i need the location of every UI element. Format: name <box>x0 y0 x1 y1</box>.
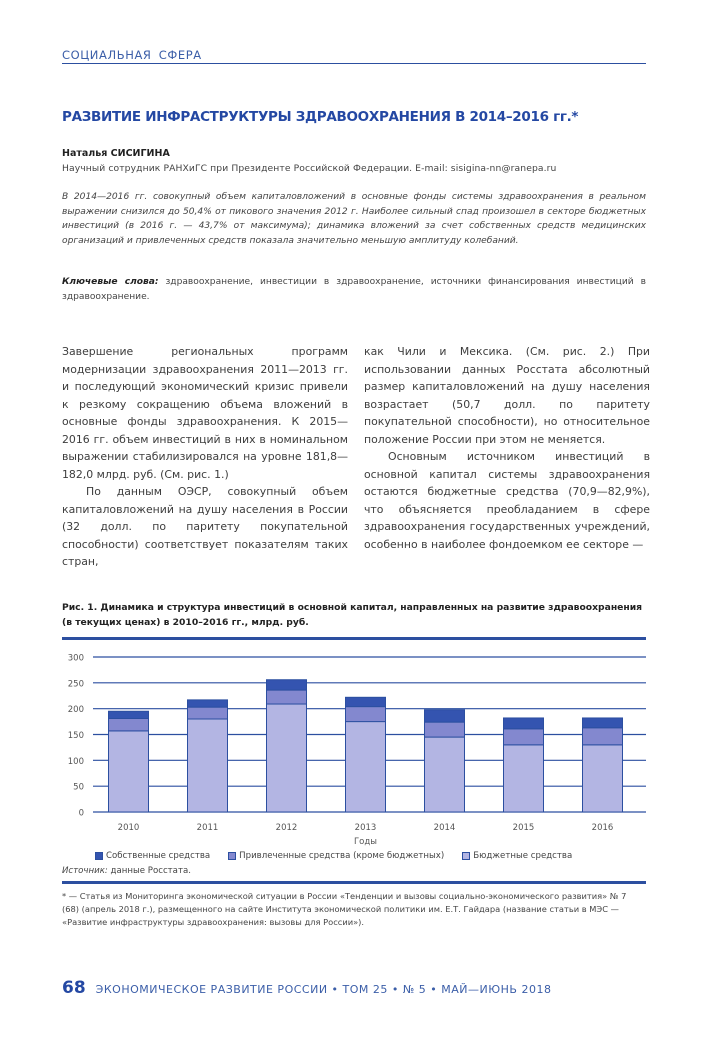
body-paragraph: как Чили и Мексика. (См. рис. 2.) При использовании данных Росстата абсолютный размер капиталовложений на душу населения возрастает (50,7 долл. по паритету покупательной способности), но относительное положение России при этом не меняется. <box>364 345 650 446</box>
page-number: 68 <box>62 978 86 998</box>
y-tick-label: 150 <box>67 731 84 741</box>
bar-segment <box>346 707 386 722</box>
bar-segment <box>583 728 623 745</box>
stacked-bar-chart <box>62 648 646 848</box>
author-affiliation: Научный сотрудник РАНХиГС при Президенте Российской Федерации. E-mail: sisigina-nn@ranepa.ru <box>62 163 557 174</box>
legend-swatch-icon <box>228 852 236 860</box>
x-tick-label: 2015 <box>512 823 535 833</box>
abstract: В 2014—2016 гг. совокупный объем капиталовложений в основные фонды системы здравоохранения в реальном выражении снизился до 50,4% от пикового значения 2012 г. Наиболее сильный спад произошел в секторе бюджетных инвестиций (в 2016 г. — 43,7% от максимума); динамика вложений за счет собственных средств медицинских организаций и привлеченных средств показала значительно меньшую амплитуду колебаний. <box>62 192 646 246</box>
bar-segment <box>346 697 386 706</box>
y-tick-label: 200 <box>67 705 84 716</box>
legend-item <box>95 851 210 861</box>
body-column-left <box>62 343 348 571</box>
bar-segment <box>267 704 307 812</box>
author-name: Наталья СИСИГИНА <box>62 148 170 159</box>
section-header <box>62 44 646 64</box>
page-footer <box>62 978 551 998</box>
bar-segment <box>346 722 386 812</box>
body-paragraph: По данным ОЭСР, совокупный объем капиталовложений на душу населения в России (32 долл. по паритету покупательной способности) соответствует показателям таких стран, <box>62 485 348 568</box>
section-label: СОЦИАЛЬНАЯ СФЕРА <box>62 48 202 62</box>
article-title: РАЗВИТИЕ ИНФРАСТРУКТУРЫ ЗДРАВООХРАНЕНИЯ В 2014–2016 гг.* <box>62 109 579 125</box>
bar-segment <box>188 719 228 812</box>
x-tick-label: 2012 <box>275 823 298 833</box>
x-axis-label: Годы <box>354 837 377 847</box>
keywords-label: Ключевые слова: <box>62 277 159 287</box>
journal-info: ЭКОНОМИЧЕСКОЕ РАЗВИТИЕ РОССИИ • ТОМ 25 • № 5 • МАЙ—ИЮНЬ 2018 <box>95 983 552 996</box>
y-tick-label: 250 <box>67 679 84 690</box>
footnote: * — Статья из Мониторинга экономической ситуации в России «Тенденции и вызовы социально-экономического развития» № 7 (68) (апрель 2018 г.), размещенного на сайте Института экономической политики им. Е.Т. Гайдара (название статьи в МЭС — «Развитие инфраструктуры здравоохранения: вызовы для России»). <box>62 891 627 927</box>
figure-source <box>62 866 191 876</box>
chart-legend <box>95 851 655 863</box>
y-tick-label: 300 <box>67 653 84 664</box>
legend-item <box>228 851 444 861</box>
figure-divider-bottom <box>62 881 646 884</box>
legend-swatch-icon <box>95 852 103 860</box>
source-text: данные Росстата. <box>107 866 191 876</box>
x-tick-label: 2011 <box>196 823 219 833</box>
bar-segment <box>109 711 149 718</box>
body-paragraph: Завершение региональных программ модернизации здравоохранения 2011—2013 гг. и последующий экономический кризис привели к резкому сокращению объема вложений в основные фонды здравоохранения. К 2015—2016 гг. объем инвестиций в них в номинальном выражении стабилизировался на уровне 181,8—182,0 млрд. руб. (См. рис. 1.) <box>62 345 348 481</box>
figure-caption: Рис. 1. Динамика и структура инвестиций в основной капитал, направленных на развитие здравоохранения (в текущих ценах) в 2010–2016 гг., млрд. руб. <box>62 602 643 628</box>
legend-label: Собственные средства <box>106 851 211 861</box>
legend-label: Привлеченные средства (кроме бюджетных) <box>239 851 445 861</box>
y-tick-label: 0 <box>78 808 84 819</box>
body-column-right <box>364 343 650 553</box>
y-tick-label: 50 <box>73 782 84 793</box>
bar-segment <box>583 745 623 812</box>
bar-segment <box>188 700 228 707</box>
bar-segment <box>425 737 465 812</box>
legend-swatch-icon <box>462 852 470 860</box>
bar-segment <box>267 680 307 690</box>
bar-segment <box>583 718 623 728</box>
keywords-text: здравоохранение, инвестиции в здравоохранение, источники финансирования инвестиций в здравоохранение. <box>62 277 646 302</box>
y-tick-label: 100 <box>67 756 84 767</box>
bar-segment <box>188 707 228 719</box>
x-tick-label: 2016 <box>591 823 614 833</box>
bar-segment <box>504 718 544 729</box>
bar-segment <box>425 722 465 737</box>
source-label: Источник: <box>62 866 108 876</box>
bar-segment <box>267 690 307 704</box>
chart-canvas <box>62 648 646 848</box>
body-paragraph: Основным источником инвестиций в основной капитал системы здравоохранения остаются бюджетные средства (70,9—82,9%), что объясняется преобладанием в сфере здравоохранения государственных учреждений, особенно в наиболее фондоемком ее секторе — <box>364 450 650 551</box>
x-tick-label: 2013 <box>354 823 377 833</box>
bar-segment <box>504 745 544 812</box>
keywords <box>62 275 646 304</box>
legend-item <box>462 851 572 861</box>
legend-label: Бюджетные средства <box>473 851 573 861</box>
bar-segment <box>109 731 149 812</box>
x-tick-label: 2010 <box>117 823 140 833</box>
figure-divider-top <box>62 637 646 640</box>
bar-segment <box>109 718 149 730</box>
x-tick-label: 2014 <box>433 823 456 833</box>
bar-segment <box>504 729 544 745</box>
bar-segment <box>425 710 465 722</box>
